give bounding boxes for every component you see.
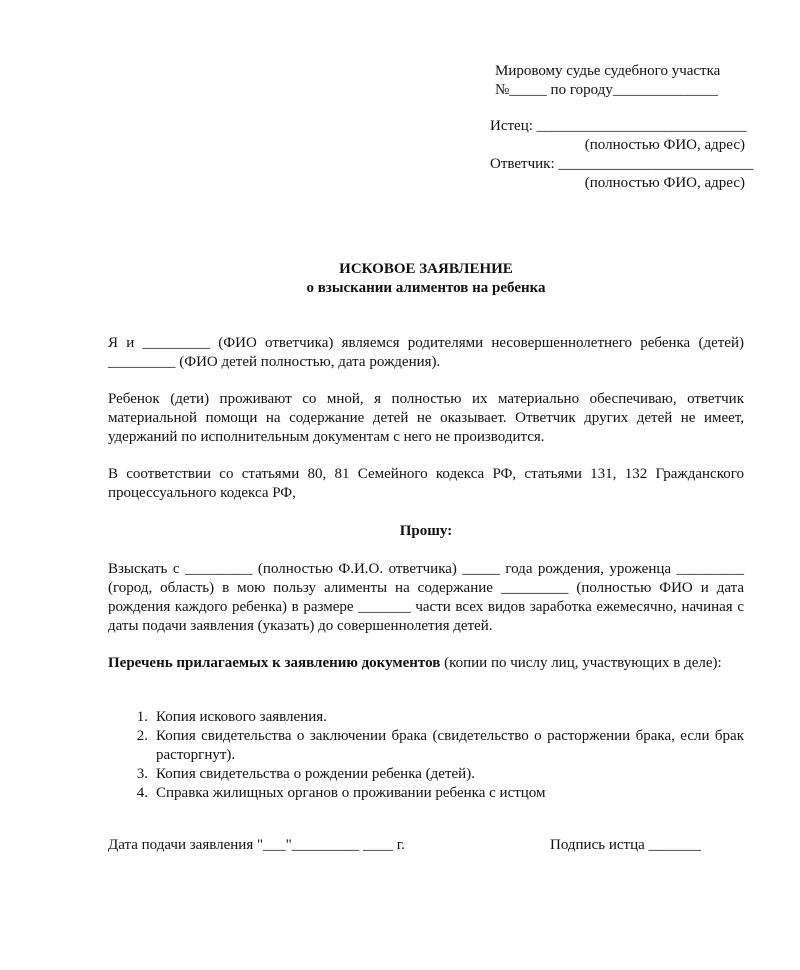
court-line: Мировому судье судебного участка	[495, 63, 721, 79]
list-item	[108, 727, 744, 765]
list-item-number: 3.	[136, 766, 148, 782]
signature-line: Подпись истца _______	[550, 837, 702, 853]
document-title	[108, 260, 744, 298]
request-heading: Прошу:	[399, 523, 453, 539]
addressee-block	[490, 62, 754, 193]
list-item	[108, 708, 744, 727]
plaintiff-line: Истец: ____________________________	[490, 118, 747, 134]
defendant-note: (полностью ФИО, адрес)	[584, 175, 745, 191]
filing-date-line: Дата подачи заявления "___"_________ ____ г.	[108, 837, 405, 853]
plaintiff-note: (полностью ФИО, адрес)	[584, 137, 745, 153]
title-sub: о взыскании алиментов на ребенка	[306, 280, 546, 296]
list-item-number: 4.	[136, 785, 148, 801]
list-item-text: Копия искового заявления.	[156, 709, 327, 725]
paragraph-request: Взыскать с _________ (полностью Ф.И.О. ответчика) _____ года рождения, уроженца _________ (город, область) в мою пользу алименты на содержание _________ (полностью ФИО и дата рождения каждого ребенка) в размере _______ части всех видов заработка ежемесячно, начиная с даты подачи заявления (указать) до совершеннолетия детей.	[108, 561, 744, 634]
attachments-heading-rest: (копии по числу лиц, участвующих в деле):	[440, 655, 722, 671]
list-item-number: 1.	[136, 709, 148, 725]
court-number-line: №_____ по городу______________	[495, 82, 718, 98]
list-item-number: 2.	[136, 728, 148, 744]
list-item-text: Справка жилищных органов о проживании ребенка с истцом	[156, 785, 546, 801]
attachments-list	[108, 708, 744, 803]
list-item-text: Копия свидетельства о рождении ребенка (детей).	[156, 766, 475, 782]
list-item	[108, 784, 744, 803]
paragraph-parents: Я и _________ (ФИО ответчика) являемся родителями несовершеннолетнего ребенка (детей) _________ (ФИО детей полностью, дата рождения).	[108, 335, 744, 370]
list-item	[108, 765, 744, 784]
paragraph-residence: Ребенок (дети) проживают со мной, я полностью их материально обеспечиваю, ответчик материальной помощи на содержание детей не оказывает. Ответчик других детей не имеет, удержаний по исполнительным документам с него не производится.	[108, 391, 744, 445]
title-main: ИСКОВОЕ ЗАЯВЛЕНИЕ	[339, 261, 513, 277]
paragraph-legal-basis: В соответствии со статьями 80, 81 Семейного кодекса РФ, статьями 131, 132 Гражданского процессуального кодекса РФ,	[108, 466, 744, 501]
attachments-heading-bold: Перечень прилагаемых к заявлению документов	[108, 655, 441, 671]
list-item-text: Копия свидетельства о заключении брака (свидетельство о расторжении брака, если брак расторгнут).	[156, 728, 744, 763]
attachments-heading	[108, 654, 744, 673]
defendant-line: Ответчик: __________________________	[490, 156, 754, 172]
